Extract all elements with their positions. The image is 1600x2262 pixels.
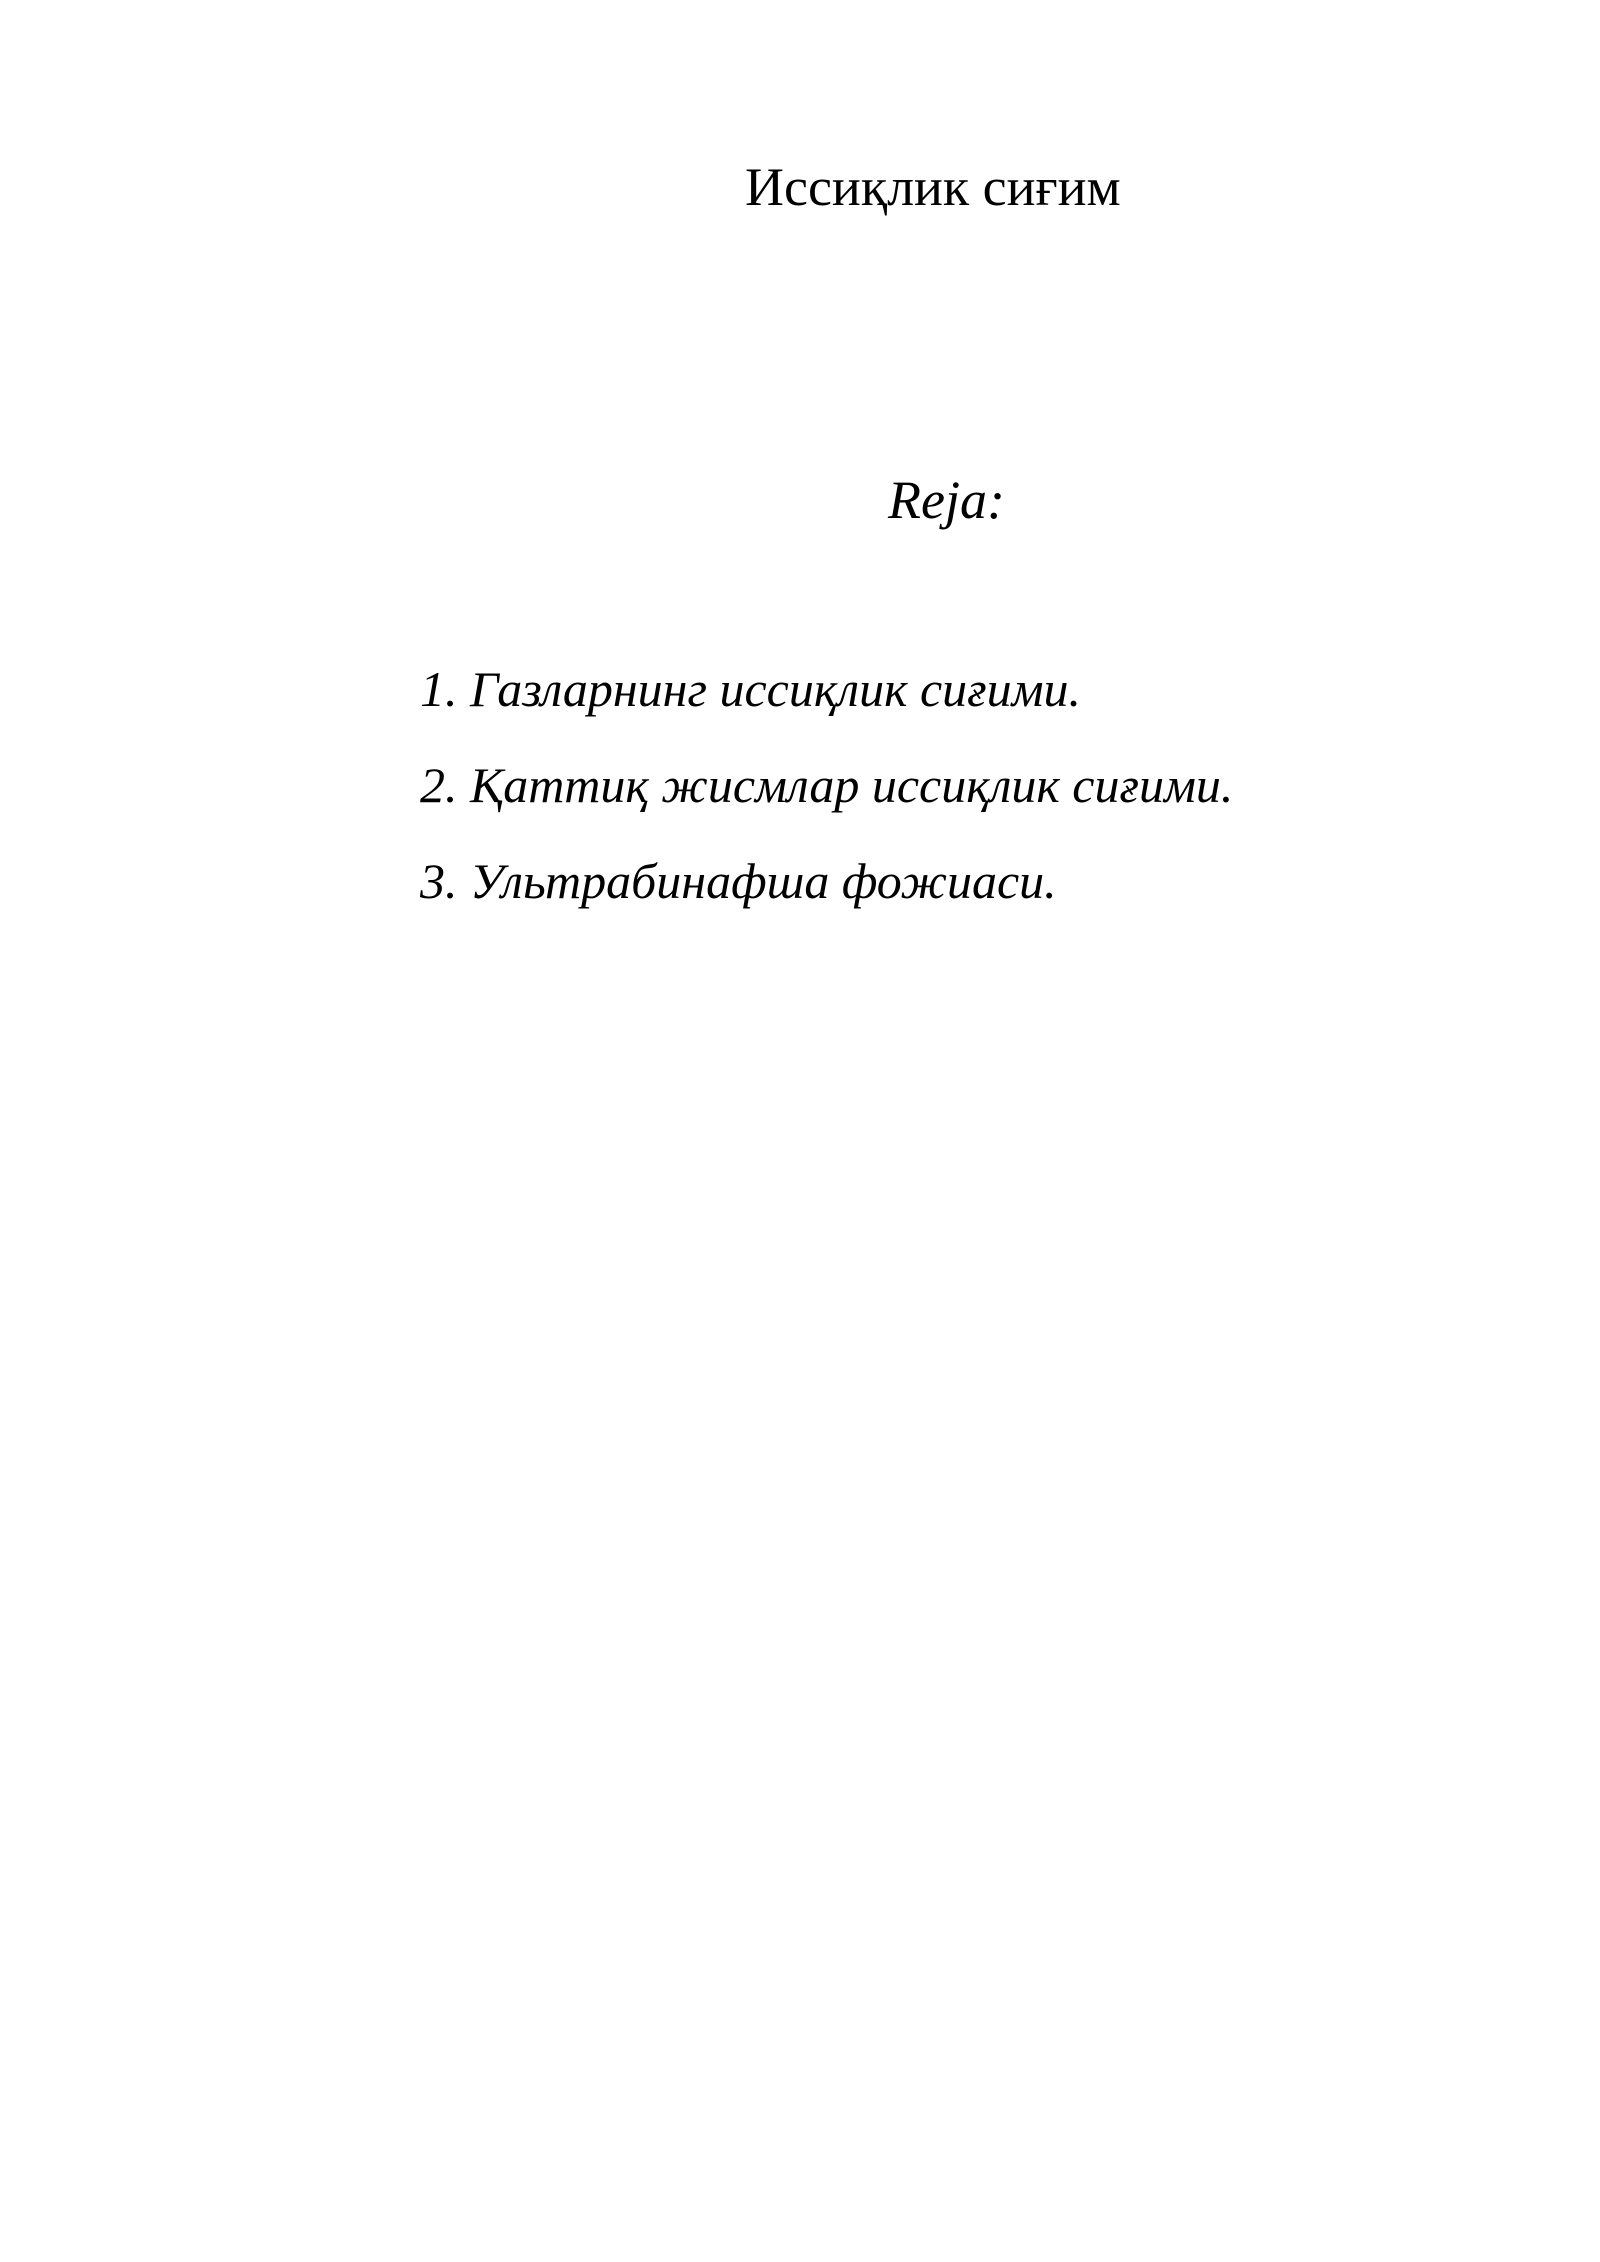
plan-item-number: 3.: [420, 853, 458, 909]
plan-item-text: Қаттиқ жисмлар иссиқлик сиғими.: [470, 757, 1234, 813]
plan-item-2: [420, 750, 1233, 846]
plan-list: [420, 654, 1233, 942]
page-title: Иссиқлик сиғим: [745, 157, 1121, 217]
plan-item-number: 1.: [420, 661, 458, 717]
plan-item-1: [420, 654, 1233, 750]
plan-item-text: Газларнинг иссиқлик сиғими.: [470, 661, 1082, 717]
plan-item-text: Ультрабинафша фожиаси.: [470, 853, 1057, 909]
plan-heading: Reja:: [888, 470, 1005, 530]
plan-item-number: 2.: [420, 757, 458, 813]
plan-item-3: [420, 846, 1233, 942]
